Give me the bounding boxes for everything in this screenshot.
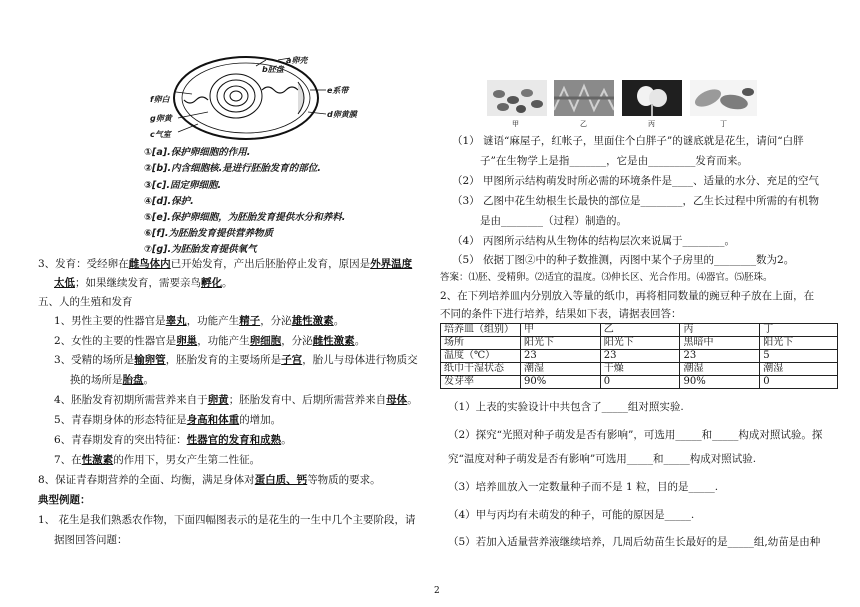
egg-label-right2: d卵黄膜 bbox=[327, 110, 357, 119]
table-cell: 90% bbox=[680, 376, 760, 389]
q1-part1-line2: 子”在生物学上是指_______，它是由_________发育而来。 bbox=[480, 155, 748, 167]
line-4 bbox=[54, 393, 418, 407]
q2-sub2-line1: （2）探究“光照对种子萌发是否有影响”，可选用_____和_____构成对照试验。探 bbox=[448, 429, 823, 441]
q1-answer: 答案：⑴胚、受精卵。⑵适宜的温度。⑶伸长区、光合作用。⑷器官。⑸胚珠。 bbox=[440, 272, 773, 283]
text: 6、青春期发育的突出特征： bbox=[54, 434, 187, 446]
text: ；胚胎发育中、后期所需营养来自 bbox=[228, 394, 387, 406]
section5-heading: 五、人的生殖和发育 bbox=[38, 296, 133, 308]
photo-jia bbox=[487, 80, 547, 116]
q1-part4: （4） 丙图所示结构从生物体的结构层次来说属于________。 bbox=[452, 235, 736, 247]
egg-note-1: ①[a].保护卵细胞的作用. bbox=[144, 147, 251, 158]
q1-part2: （2） 甲图所示结构萌发时所必需的环境条件是____、适量的水分、充足的空气 bbox=[452, 175, 820, 187]
caption-jia: 甲 bbox=[512, 120, 519, 128]
q1-part3-line2: 是由________（过程）制造的。 bbox=[480, 215, 627, 227]
experiment-table bbox=[440, 323, 838, 389]
q2-line1: 2、在下列培养皿内分别放入等量的纸巾，再将相同数量的豌豆种子放在上面，在 bbox=[440, 290, 815, 302]
table-row bbox=[441, 337, 838, 350]
table-cell: 0 bbox=[760, 376, 838, 389]
text: 。 bbox=[333, 315, 345, 327]
egg-note-2: ②[b].内含细胞核.是进行胚胎发育的部位. bbox=[144, 163, 321, 174]
text: 等物质的要求。 bbox=[307, 474, 381, 486]
text: 的作用下，男女产生第二性征。 bbox=[113, 454, 261, 466]
q2-sub5: （5）若加入适量营养液继续培养，几周后幼苗生长最好的是_____组,幼苗是由种 bbox=[448, 536, 821, 548]
answer: 雌性激素 bbox=[312, 335, 355, 347]
peanut-photo-strip bbox=[487, 80, 757, 116]
seedling-field-icon bbox=[554, 80, 614, 116]
egg-note-6: ⑥[f].为胚胎发育提供营养物质 bbox=[144, 228, 273, 239]
caption-yi: 乙 bbox=[580, 120, 587, 128]
photo-yi bbox=[554, 80, 614, 116]
answer: 雄性激素 bbox=[291, 315, 334, 327]
text: 。 bbox=[143, 374, 154, 386]
table-cell: 阳光下 bbox=[520, 337, 600, 350]
answer: 母体 bbox=[386, 394, 408, 406]
egg-label-right: e系带 bbox=[327, 86, 349, 95]
text: 3、受精的场所是 bbox=[54, 354, 135, 366]
peanut-pods-icon bbox=[690, 80, 757, 116]
text: 。 bbox=[281, 434, 292, 446]
text: ，分泌 bbox=[260, 315, 292, 327]
text: ，分泌 bbox=[281, 335, 313, 347]
egg-label-top1: a卵壳 bbox=[286, 56, 308, 65]
table-cell: 潮湿 bbox=[760, 363, 838, 376]
text: 2、女性的主要的性器官是 bbox=[54, 335, 177, 347]
text: ；如果继续发育，需要亲鸟 bbox=[75, 277, 201, 289]
line-6 bbox=[54, 433, 292, 447]
table-cell: 黑暗中 bbox=[680, 337, 760, 350]
text: 。 bbox=[354, 335, 366, 347]
peanut-seeds-icon bbox=[487, 80, 547, 116]
line-3 bbox=[54, 353, 418, 367]
page-number: 2 bbox=[434, 586, 440, 596]
answer: 胎盘 bbox=[122, 374, 144, 386]
text: 。 bbox=[407, 394, 418, 406]
text: 7、在 bbox=[54, 454, 82, 466]
answer: 蛋白质、钙 bbox=[254, 474, 308, 486]
egg-label-left3: c气室 bbox=[150, 130, 171, 139]
egg-note-3: ③[c].固定卵细胞. bbox=[144, 180, 222, 191]
table-row bbox=[441, 350, 838, 363]
item3-line1 bbox=[38, 257, 412, 271]
table-cell: 阳光下 bbox=[600, 337, 680, 350]
text: 已开始发育，产出后胚胎停止发育，原因是 bbox=[170, 258, 371, 270]
table-row bbox=[441, 376, 838, 389]
text: ，功能产生 bbox=[186, 315, 240, 327]
text: ，胎儿与母体进行物质交 bbox=[302, 354, 418, 366]
egg-label-left2: g卵黄 bbox=[150, 114, 172, 123]
answer: 输卵管 bbox=[134, 354, 166, 366]
item3-line2 bbox=[54, 276, 233, 290]
table-cell: 潮湿 bbox=[520, 363, 600, 376]
answer: 太低 bbox=[54, 277, 75, 289]
flower-icon bbox=[622, 80, 682, 116]
answer: 雌鸟体内 bbox=[128, 258, 171, 270]
text: 换的场所是 bbox=[70, 374, 123, 386]
typical-heading: 典型例题： bbox=[38, 494, 91, 506]
table-cell: 培养皿（组别） bbox=[441, 324, 521, 337]
q2-sub4: （4）甲与丙均有未萌发的种子，可能的原因是_____. bbox=[448, 509, 695, 521]
q1-part3-line1: （3） 乙图中花生幼根生长最快的部位是________，乙生长过程中所需的有机物 bbox=[452, 195, 820, 207]
text: 5、青春期身体的形态特征是 bbox=[54, 414, 187, 426]
q2-sub1: （1）上表的实验设计中共包含了_____组对照实验. bbox=[448, 401, 684, 413]
table-cell: 甲 bbox=[520, 324, 600, 337]
text: ，功能产生 bbox=[197, 335, 250, 347]
answer: 卵黄 bbox=[207, 394, 229, 406]
table-cell: 阳光下 bbox=[760, 337, 838, 350]
text: 4、胚胎发育初期所需营养来自于 bbox=[54, 394, 208, 406]
table-cell: 丙 bbox=[680, 324, 760, 337]
answer: 孵化 bbox=[201, 277, 222, 289]
table-cell: 0 bbox=[600, 376, 680, 389]
table-row bbox=[441, 363, 838, 376]
text: 。 bbox=[222, 277, 233, 289]
q2-line2: 不同的条件下进行培养，结果如下表，请据表回答： bbox=[440, 308, 682, 320]
line-1 bbox=[54, 314, 344, 328]
answer: 卵巢 bbox=[176, 335, 198, 347]
q1-part1-line1: （1） 谜语“麻屋子，红帐子，里面住个白胖子”的谜底就是花生，请问“白胖 bbox=[452, 135, 804, 147]
table-cell: 90% bbox=[520, 376, 600, 389]
table-cell: 纸巾干湿状态 bbox=[441, 363, 521, 376]
line-5 bbox=[54, 413, 281, 427]
table-cell: 温度（℃） bbox=[441, 350, 521, 363]
egg-label-top2: b胚盘 bbox=[262, 65, 284, 74]
table-cell: 场所 bbox=[441, 337, 521, 350]
answer: 身高和体重 bbox=[186, 414, 240, 426]
egg-note-7: ⑦[g].为胚胎发育提供氧气 bbox=[144, 244, 257, 255]
photo-bing bbox=[622, 80, 682, 116]
q2-sub3: （3）培养皿放入一定数量种子而不是 1 粒，目的是_____. bbox=[448, 481, 719, 493]
caption-ding: 丁 bbox=[720, 120, 727, 128]
answer: 子宫 bbox=[281, 354, 303, 366]
text: ，胚胎发育的主要场所是 bbox=[165, 354, 282, 366]
text: 1、男性主要的性器官是 bbox=[54, 315, 166, 327]
answer: 卵细胞 bbox=[249, 335, 282, 347]
egg-note-4: ④[d].保护. bbox=[144, 196, 194, 207]
table-cell: 丁 bbox=[760, 324, 838, 337]
table-cell: 干燥 bbox=[600, 363, 680, 376]
answer: 精子 bbox=[239, 315, 261, 327]
table-cell: 23 bbox=[600, 350, 680, 363]
question1-line1: 1、 花生是我们熟悉农作物，下面四幅图表示的是花生的一生中几个主要阶段，请 bbox=[38, 514, 416, 526]
line-7 bbox=[54, 453, 260, 467]
text: 3、发育：受经卵在 bbox=[38, 258, 129, 270]
caption-bing: 丙 bbox=[648, 120, 655, 128]
question1-line2: 据图回答问题： bbox=[54, 534, 128, 546]
table-cell: 23 bbox=[680, 350, 760, 363]
line-2 bbox=[54, 334, 365, 348]
answer: 性激素 bbox=[81, 454, 114, 466]
table-header-row bbox=[441, 324, 838, 337]
table-cell: 5 bbox=[760, 350, 838, 363]
table-cell: 发芽率 bbox=[441, 376, 521, 389]
table-cell: 乙 bbox=[600, 324, 680, 337]
table-cell: 23 bbox=[520, 350, 600, 363]
photo-ding bbox=[690, 80, 757, 116]
line-3b bbox=[70, 373, 154, 387]
answer: 性器官的发育和成熟 bbox=[186, 434, 282, 446]
line-8 bbox=[38, 473, 381, 487]
q1-part5: （5） 依据丁图②中的种子数推测，丙图中某个子房里的________数为2。 bbox=[452, 254, 795, 266]
text: 的增加。 bbox=[239, 414, 282, 426]
q2-sub2-line2: 究“温度对种子萌发是否有影响”可选用_____和_____构成对照试验. bbox=[448, 453, 757, 465]
text: 8、保证青春期营养的全面、均衡，满足身体对 bbox=[38, 474, 255, 486]
egg-note-5: ⑤[e].保护卵细胞，为胚胎发育提供水分和养料. bbox=[144, 212, 346, 223]
table-cell: 潮湿 bbox=[680, 363, 760, 376]
egg-label-left1: f卵白 bbox=[150, 95, 170, 104]
answer: 睾丸 bbox=[165, 315, 187, 327]
answer: 外界温度 bbox=[370, 258, 413, 270]
